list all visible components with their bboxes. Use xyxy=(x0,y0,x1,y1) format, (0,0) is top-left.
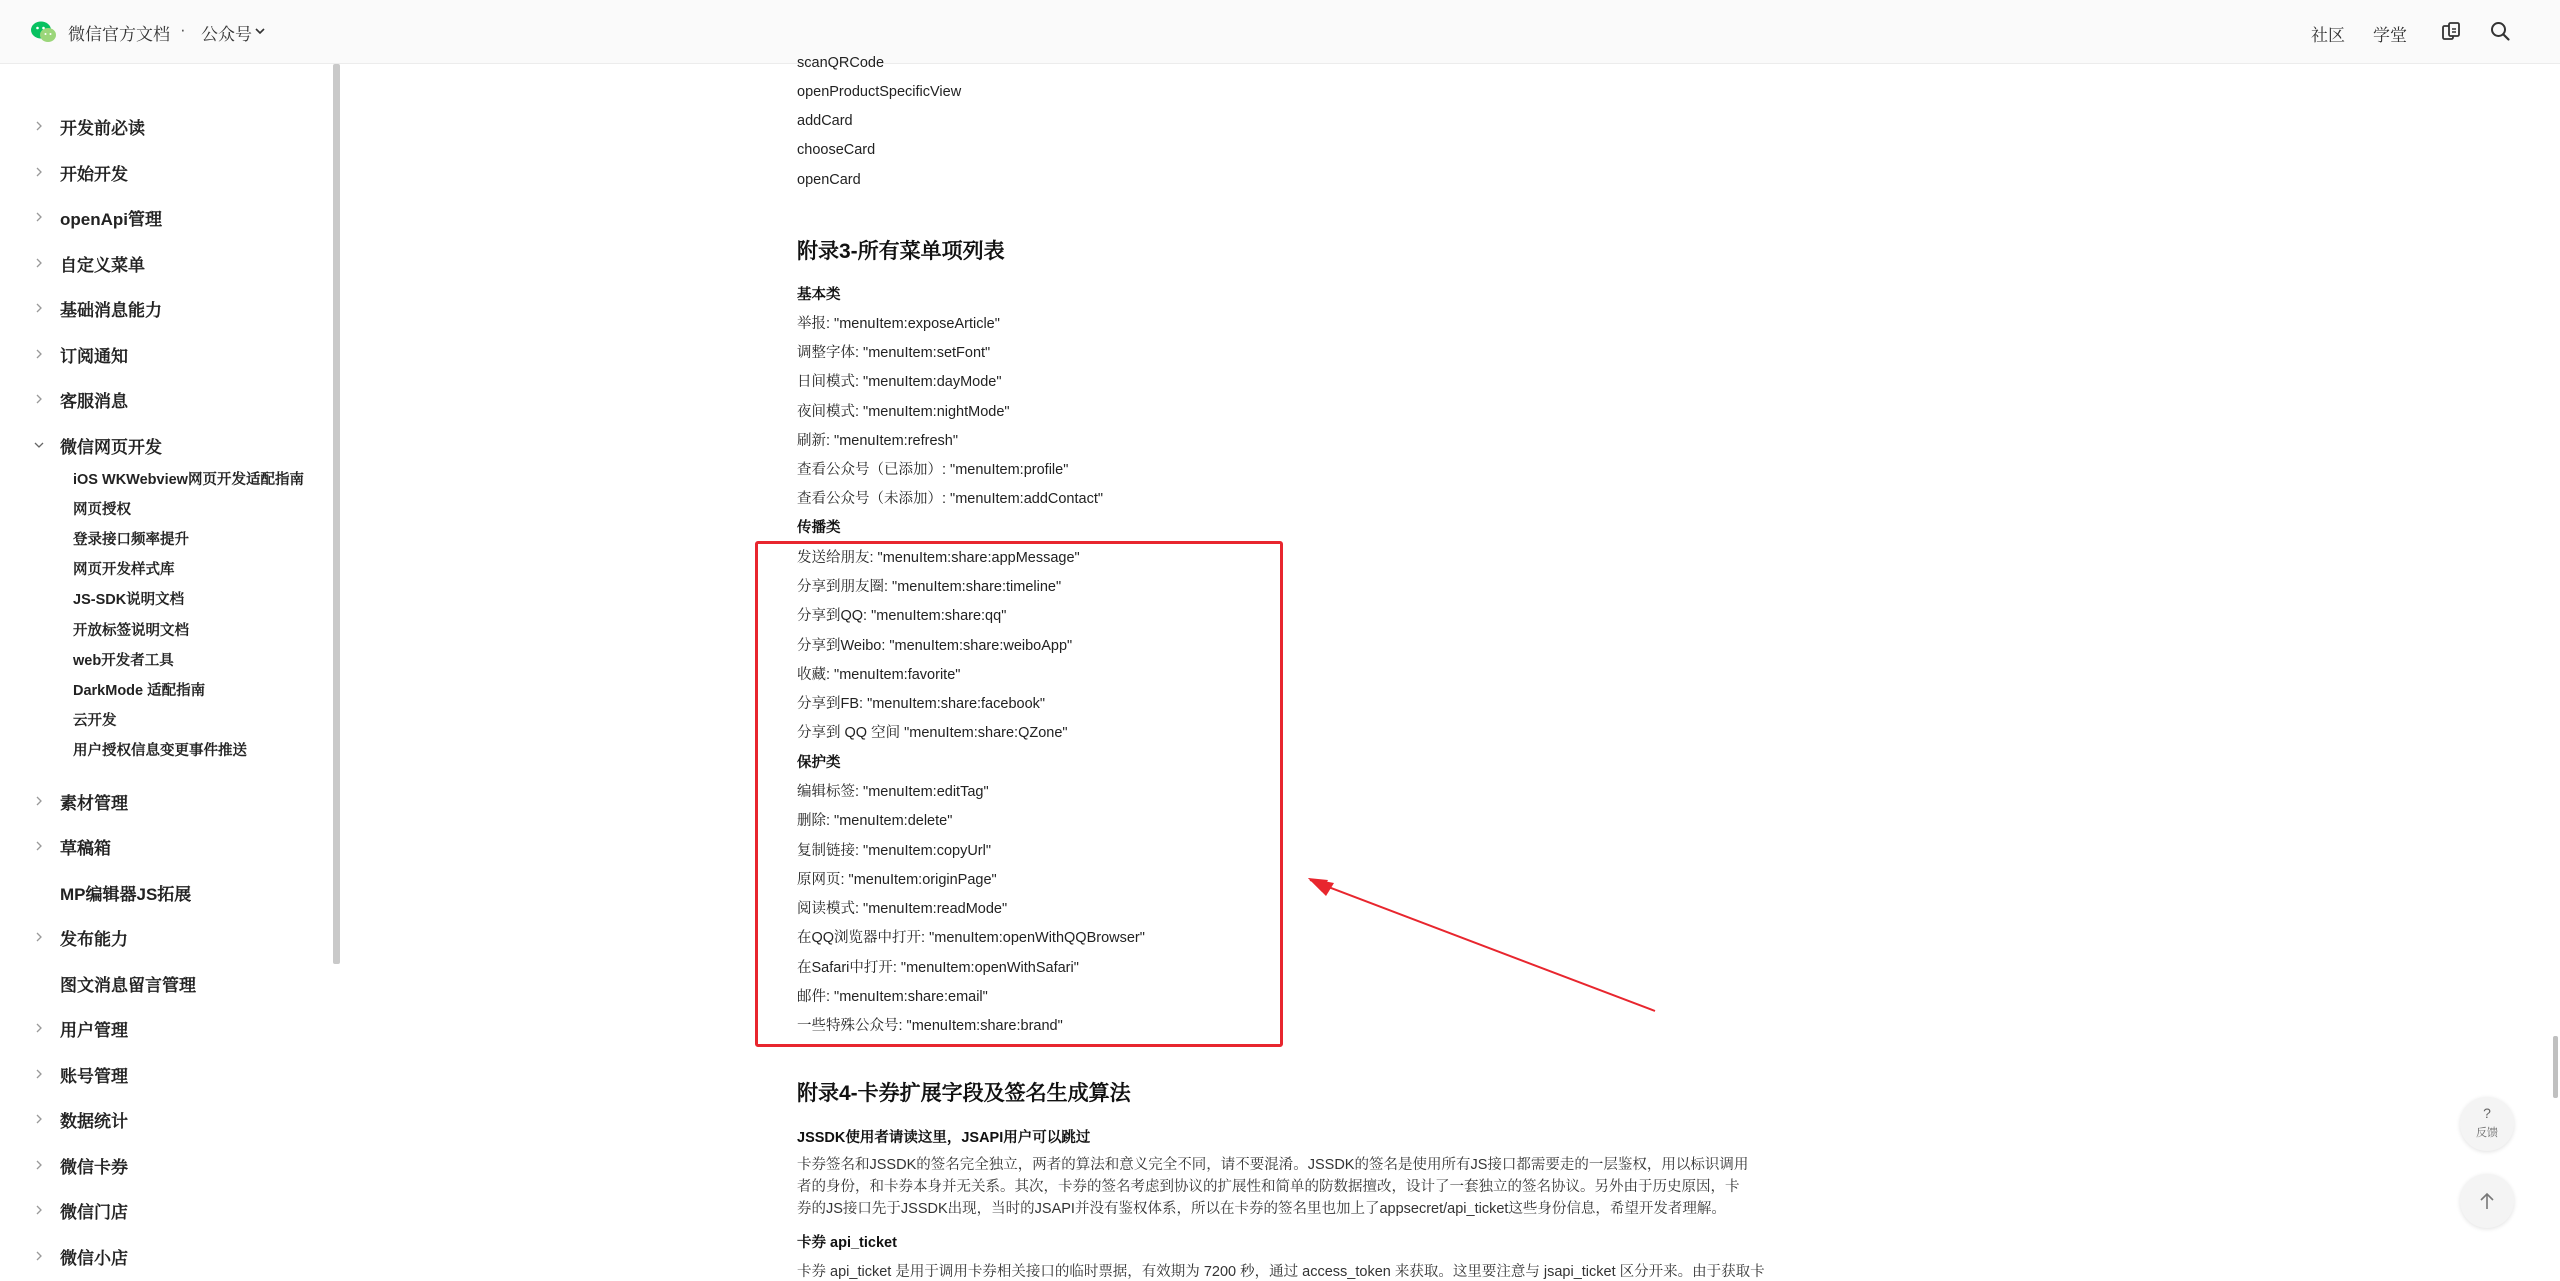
sidebar-item-label: 开发前必读 xyxy=(60,119,145,138)
sidebar-subitem-web-devtools[interactable]: web开发者工具 xyxy=(73,653,174,669)
page-scrollbar[interactable] xyxy=(2553,1036,2558,1098)
sidebar-subitem-jssdk[interactable]: JS-SDK说明文档 xyxy=(73,592,185,608)
doc-line: openProductSpecificView xyxy=(797,84,962,100)
sidebar-item-label: 素材管理 xyxy=(60,794,128,813)
chevron-down-icon xyxy=(33,439,45,451)
sidebar-item-materials[interactable] xyxy=(0,786,330,816)
sidebar-item-comments[interactable] xyxy=(0,968,330,998)
sidebar-item-label: MP编辑器JS拓展 xyxy=(60,885,192,904)
sidebar-item-dev-prereq[interactable] xyxy=(0,111,330,141)
sidebar-subitem-cloud-dev[interactable]: 云开发 xyxy=(73,713,117,729)
sidebar-item-label: 数据统计 xyxy=(60,1112,128,1131)
sidebar xyxy=(0,64,342,1271)
sidebar-item-label: 微信卡券 xyxy=(60,1158,128,1177)
chevron-right-icon xyxy=(33,1204,45,1216)
back-to-top-button[interactable] xyxy=(2460,1174,2514,1228)
menu-item-line: 删除: "menuItem:delete" xyxy=(797,813,953,829)
chevron-right-icon xyxy=(33,302,45,314)
sidebar-item-custom-menu[interactable] xyxy=(0,248,330,278)
chevron-right-icon xyxy=(33,1113,45,1125)
paragraph-card-signature: 卡券签名和JSSDK的签名完全独立，两者的算法和意义完全不同，请不要混淆。JSSDK的签名是使用所有JS接口都需要走的一层鉴权，用以标识调用者的身份，和卡券本身并无关系。其次，卡券的签名考虑到协议的扩展性和简单的防数据擅改，设计了一套独立的签名协议。另外由于历史原因，卡券的JS接口先于JSSDK出现，当时的JSAPI并没有鉴权体系，所以在卡券的签名里也加上了appsecret/api_ticket这些身份信息，希望开发者理解。 xyxy=(797,1157,1749,1217)
menu-item-line: 分享到朋友圈: "menuItem:share:timeline" xyxy=(797,579,1062,595)
brand-separator: · xyxy=(180,20,186,39)
doc-line: scanQRCode xyxy=(797,55,885,71)
menu-item-line: 日间模式: "menuItem:dayMode" xyxy=(797,374,1002,390)
sidebar-item-label: 自定义菜单 xyxy=(60,256,145,275)
chevron-right-icon xyxy=(33,1068,45,1080)
chevron-down-icon[interactable] xyxy=(253,24,267,38)
sidebar-item-basic-messages[interactable] xyxy=(0,293,330,323)
menu-item-line: 分享到QQ: "menuItem:share:qq" xyxy=(797,608,1007,624)
sidebar-subitem-style-lib[interactable]: 网页开发样式库 xyxy=(73,562,175,578)
chevron-right-icon xyxy=(33,931,45,943)
chevron-right-icon xyxy=(33,393,45,405)
doc-line: addCard xyxy=(797,113,853,129)
help-icon: ? xyxy=(2483,1105,2491,1121)
chevron-right-icon xyxy=(33,840,45,852)
chevron-right-icon xyxy=(33,795,45,807)
sidebar-subitem-auth-change-event[interactable]: 用户授权信息变更事件推送 xyxy=(73,743,247,759)
product-switcher[interactable]: 公众号 xyxy=(201,25,252,44)
sidebar-item-label: 用户管理 xyxy=(60,1021,128,1040)
subheading-basic: 基本类 xyxy=(797,287,841,303)
doc-line: chooseCard xyxy=(797,142,876,158)
feedback-button[interactable] xyxy=(2460,1097,2514,1151)
miniprogram-icon[interactable] xyxy=(2440,20,2462,42)
section-heading-appendix3: 附录3-所有菜单项列表 xyxy=(797,240,1005,263)
subheading-api-ticket: 卡券 api_ticket xyxy=(797,1235,897,1251)
menu-item-line: 复制链接: "menuItem:copyUrl" xyxy=(797,843,992,859)
sidebar-item-openapi[interactable] xyxy=(0,202,330,232)
sidebar-subitem-login-rate[interactable]: 登录接口频率提升 xyxy=(73,532,189,548)
section-heading-appendix4: 附录4-卡券扩展字段及签名生成算法 xyxy=(797,1082,1131,1105)
menu-item-line: 在Safari中打开: "menuItem:openWithSafari" xyxy=(797,960,1079,976)
sidebar-item-label: 图文消息留言管理 xyxy=(60,976,196,995)
chevron-right-icon xyxy=(33,120,45,132)
sidebar-item-label: 草稿箱 xyxy=(60,839,111,858)
sidebar-item-shop[interactable] xyxy=(0,1241,330,1271)
chevron-right-icon xyxy=(33,211,45,223)
menu-item-line: 原网页: "menuItem:originPage" xyxy=(797,872,997,888)
chevron-right-icon xyxy=(33,1022,45,1034)
sidebar-item-label: 账号管理 xyxy=(60,1067,128,1086)
menu-item-line: 夜间模式: "menuItem:nightMode" xyxy=(797,404,1010,420)
top-bar xyxy=(0,0,2560,64)
sidebar-item-stores[interactable] xyxy=(0,1195,330,1225)
sidebar-item-cards[interactable] xyxy=(0,1150,330,1180)
sidebar-subitem-web-auth[interactable]: 网页授权 xyxy=(73,502,131,518)
menu-item-line: 阅读模式: "menuItem:readMode" xyxy=(797,901,1008,917)
wechat-logo-icon[interactable] xyxy=(30,18,58,46)
sidebar-item-mp-editor-js[interactable] xyxy=(0,877,330,907)
arrow-up-icon xyxy=(2460,1174,2514,1228)
sidebar-item-label: 订阅通知 xyxy=(60,347,128,366)
sidebar-item-account[interactable] xyxy=(0,1059,330,1089)
sidebar-subitem-open-tags[interactable]: 开放标签说明文档 xyxy=(73,623,189,639)
sidebar-item-label: 微信网页开发 xyxy=(60,438,162,457)
menu-item-line: 编辑标签: "menuItem:editTag" xyxy=(797,784,989,800)
chevron-right-icon xyxy=(33,1159,45,1171)
menu-item-line: 分享到FB: "menuItem:share:facebook" xyxy=(797,696,1046,712)
sidebar-subitem-darkmode[interactable]: DarkMode 适配指南 xyxy=(73,683,206,699)
menu-item-line: 分享到Weibo: "menuItem:share:weiboApp" xyxy=(797,638,1073,654)
menu-item-line: 调整字体: "menuItem:setFont" xyxy=(797,345,991,361)
subheading-share: 传播类 xyxy=(797,520,841,536)
annotation-arrow-icon xyxy=(1300,870,1660,1020)
menu-item-line: 查看公众号（未添加）: "menuItem:addContact" xyxy=(797,491,1104,507)
paragraph-api-ticket: 卡券 api_ticket 是用于调用卡券相关接口的临时票据，有效期为 7200 秒，通过 access_token 来获取。这里要注意与 jsapi_ticket 区分开来。由于获取卡 xyxy=(797,1264,1765,1280)
feedback-label: 反馈 xyxy=(2476,1127,2498,1139)
sidebar-item-subscription[interactable] xyxy=(0,339,330,369)
sidebar-item-users[interactable] xyxy=(0,1013,330,1043)
sidebar-item-label: 基础消息能力 xyxy=(60,301,162,320)
sidebar-item-label: 发布能力 xyxy=(60,930,128,949)
brand-title[interactable]: 微信官方文档 xyxy=(68,25,170,44)
sidebar-scrollbar[interactable] xyxy=(333,64,340,964)
menu-item-line: 收藏: "menuItem:favorite" xyxy=(797,667,961,683)
chevron-right-icon xyxy=(33,348,45,360)
doc-line: openCard xyxy=(797,172,861,188)
menu-item-line: 一些特殊公众号: "menuItem:share:brand" xyxy=(797,1018,1063,1034)
menu-item-line: 刷新: "menuItem:refresh" xyxy=(797,433,958,449)
sidebar-item-statistics[interactable] xyxy=(0,1104,330,1134)
nav-link-community[interactable]: 社区 xyxy=(2311,26,2345,45)
sidebar-subitem-ios-wkwebview[interactable]: iOS WKWebview网页开发适配指南 xyxy=(73,472,304,488)
sidebar-item-label: 开始开发 xyxy=(60,165,128,184)
sidebar-item-customer-service[interactable] xyxy=(0,384,330,414)
sidebar-item-label: 客服消息 xyxy=(60,392,128,411)
chevron-right-icon xyxy=(33,257,45,269)
sidebar-item-label: 微信门店 xyxy=(60,1203,128,1222)
chevron-right-icon xyxy=(33,166,45,178)
menu-item-line: 在QQ浏览器中打开: "menuItem:openWithQQBrowser" xyxy=(797,930,1145,946)
sidebar-item-label: 微信小店 xyxy=(60,1249,128,1268)
search-icon[interactable] xyxy=(2489,20,2511,42)
subheading-jssdk-note: JSSDK使用者请读这里，JSAPI用户可以跳过 xyxy=(797,1130,1091,1146)
sidebar-item-label: openApi管理 xyxy=(60,210,162,229)
nav-link-academy[interactable]: 学堂 xyxy=(2373,26,2407,45)
menu-item-line: 发送给朋友: "menuItem:share:appMessage" xyxy=(797,550,1080,566)
chevron-right-icon xyxy=(33,1250,45,1262)
menu-item-line: 查看公众号（已添加）: "menuItem:profile" xyxy=(797,462,1069,478)
menu-item-line: 邮件: "menuItem:share:email" xyxy=(797,989,988,1005)
subheading-protect: 保护类 xyxy=(797,755,841,771)
highlight-box xyxy=(755,541,1283,1047)
menu-item-line: 举报: "menuItem:exposeArticle" xyxy=(797,316,1000,332)
sidebar-item-drafts[interactable] xyxy=(0,831,330,861)
sidebar-item-web-dev[interactable] xyxy=(0,430,330,460)
sidebar-item-get-started[interactable] xyxy=(0,157,330,187)
menu-item-line: 分享到 QQ 空间 "menuItem:share:QZone" xyxy=(797,725,1068,741)
sidebar-item-publish[interactable] xyxy=(0,922,330,952)
